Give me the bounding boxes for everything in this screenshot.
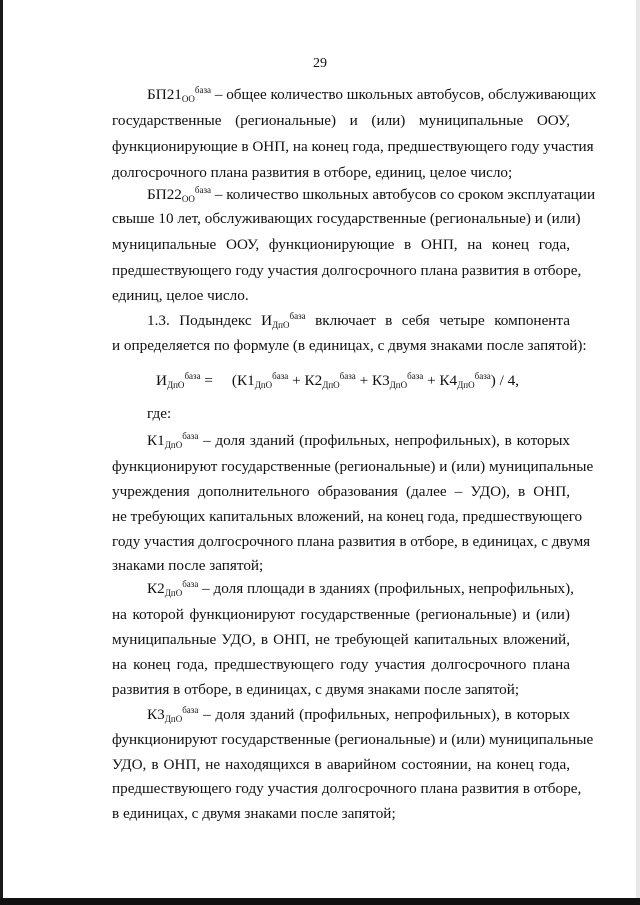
k3-symbol: $К3_{ДпО}^{база}$ <box>147 705 199 724</box>
bp22-line-3: муниципальные ООУ, функционирующие в ОНП, на конец года, <box>112 236 570 253</box>
k2-symbol: $К2_{ДпО}^{база}$ <box>147 579 199 598</box>
bp21-line-2: государственные (региональные) и (или) муниципальные ООУ, <box>112 112 570 129</box>
k3-line-1: $К3_{ДпО}^{база}$ – доля зданий (профильных, непрофильных), в которых <box>147 705 570 724</box>
scan-edge-bottom <box>0 898 640 905</box>
page-number: 29 <box>313 56 327 71</box>
bp22-symbol: $БП22_{ОО}^{база}$ <box>147 185 212 204</box>
k1-line-6: знаками после запятой; <box>112 557 264 574</box>
where-label: где: <box>147 405 172 422</box>
bp21-symbol: $БП21_{ОО}^{база}$ <box>147 85 212 104</box>
section-1-3-line-1: 1.3. Подындекс $И_{ДпО}^{база}$ включает в себя четыре компонента <box>147 311 570 330</box>
k1-line-5: году участия долгосрочного плана развития в отборе, в единицах, с двумя <box>112 533 591 550</box>
scan-edge-right <box>636 0 640 905</box>
bp22-line-4: предшествующего году участия долгосрочного плана развития в отборе, <box>112 262 582 279</box>
bp21-line-1: $БП21_{ОО}^{база}$ – общее количество школьных автобусов, обслуживающих <box>147 85 597 104</box>
k1-line-4: не требующих капитальных вложений, на конец года, предшествующего <box>112 508 583 525</box>
k3-line-2: функционируют государственные (региональные) и (или) муниципальные <box>112 731 594 748</box>
subindex-symbol: $И_{ДпО}^{база}$ <box>261 311 306 330</box>
k3-line-3: УДО, в ОНП, не находящихся в аварийном состоянии, на конец года, <box>112 756 570 773</box>
bp22-line-1: $БП22_{ОО}^{база}$ – количество школьных автобусов со сроком эксплуатации <box>147 185 596 204</box>
scan-edge-left <box>0 0 3 905</box>
bp21-line-4: долгосрочного плана развития в отборе, единиц, целое число; <box>112 164 513 181</box>
k2-line-4: на конец года, предшествующего году участия долгосрочного плана <box>112 656 570 673</box>
k2-line-2: на которой функционируют государственные (региональные) и (или) <box>112 606 570 623</box>
k1-line-2: функционируют государственные (региональные) и (или) муниципальные <box>112 458 594 475</box>
bp22-line-5: единиц, целое число. <box>112 287 249 304</box>
section-1-3-line-2: и определяется по формуле (в единицах, с двумя знаками после запятой): <box>112 337 587 354</box>
k1-symbol: $К1_{ДпО}^{база}$ <box>147 431 199 450</box>
bp22-line-2: свыше 10 лет, обслуживающих государственные (региональные) и (или) <box>112 210 581 227</box>
formula: $И_{ДпО}^{база}$ = $(К1_{ДпО}^{база} + К2_{ДпО}^{база} + К3_{ДпО}^{база} + К4_{ДпО}^{база}) / 4$, <box>156 371 520 390</box>
bp21-line-3: функционирующие в ОНП, на конец года, предшествующего году участия <box>112 138 594 155</box>
k3-line-5: в единицах, с двумя знаками после запятой; <box>112 805 396 822</box>
k1-line-3: учреждения дополнительного образования (далее – УДО), в ОНП, <box>112 483 570 500</box>
k2-line-5: развития в отборе, в единицах, с двумя знаками после запятой; <box>112 681 520 698</box>
k2-line-3: муниципальные УДО, в ОНП, не требующей капитальных вложений, <box>112 631 570 648</box>
k2-line-1: $К2_{ДпО}^{база}$ – доля площади в зданиях (профильных, непрофильных), <box>147 579 574 598</box>
k3-line-4: предшествующего году участия долгосрочного плана развития в отборе, <box>112 780 582 797</box>
k1-line-1: $К1_{ДпО}^{база}$ – доля зданий (профильных, непрофильных), в которых <box>147 431 570 450</box>
